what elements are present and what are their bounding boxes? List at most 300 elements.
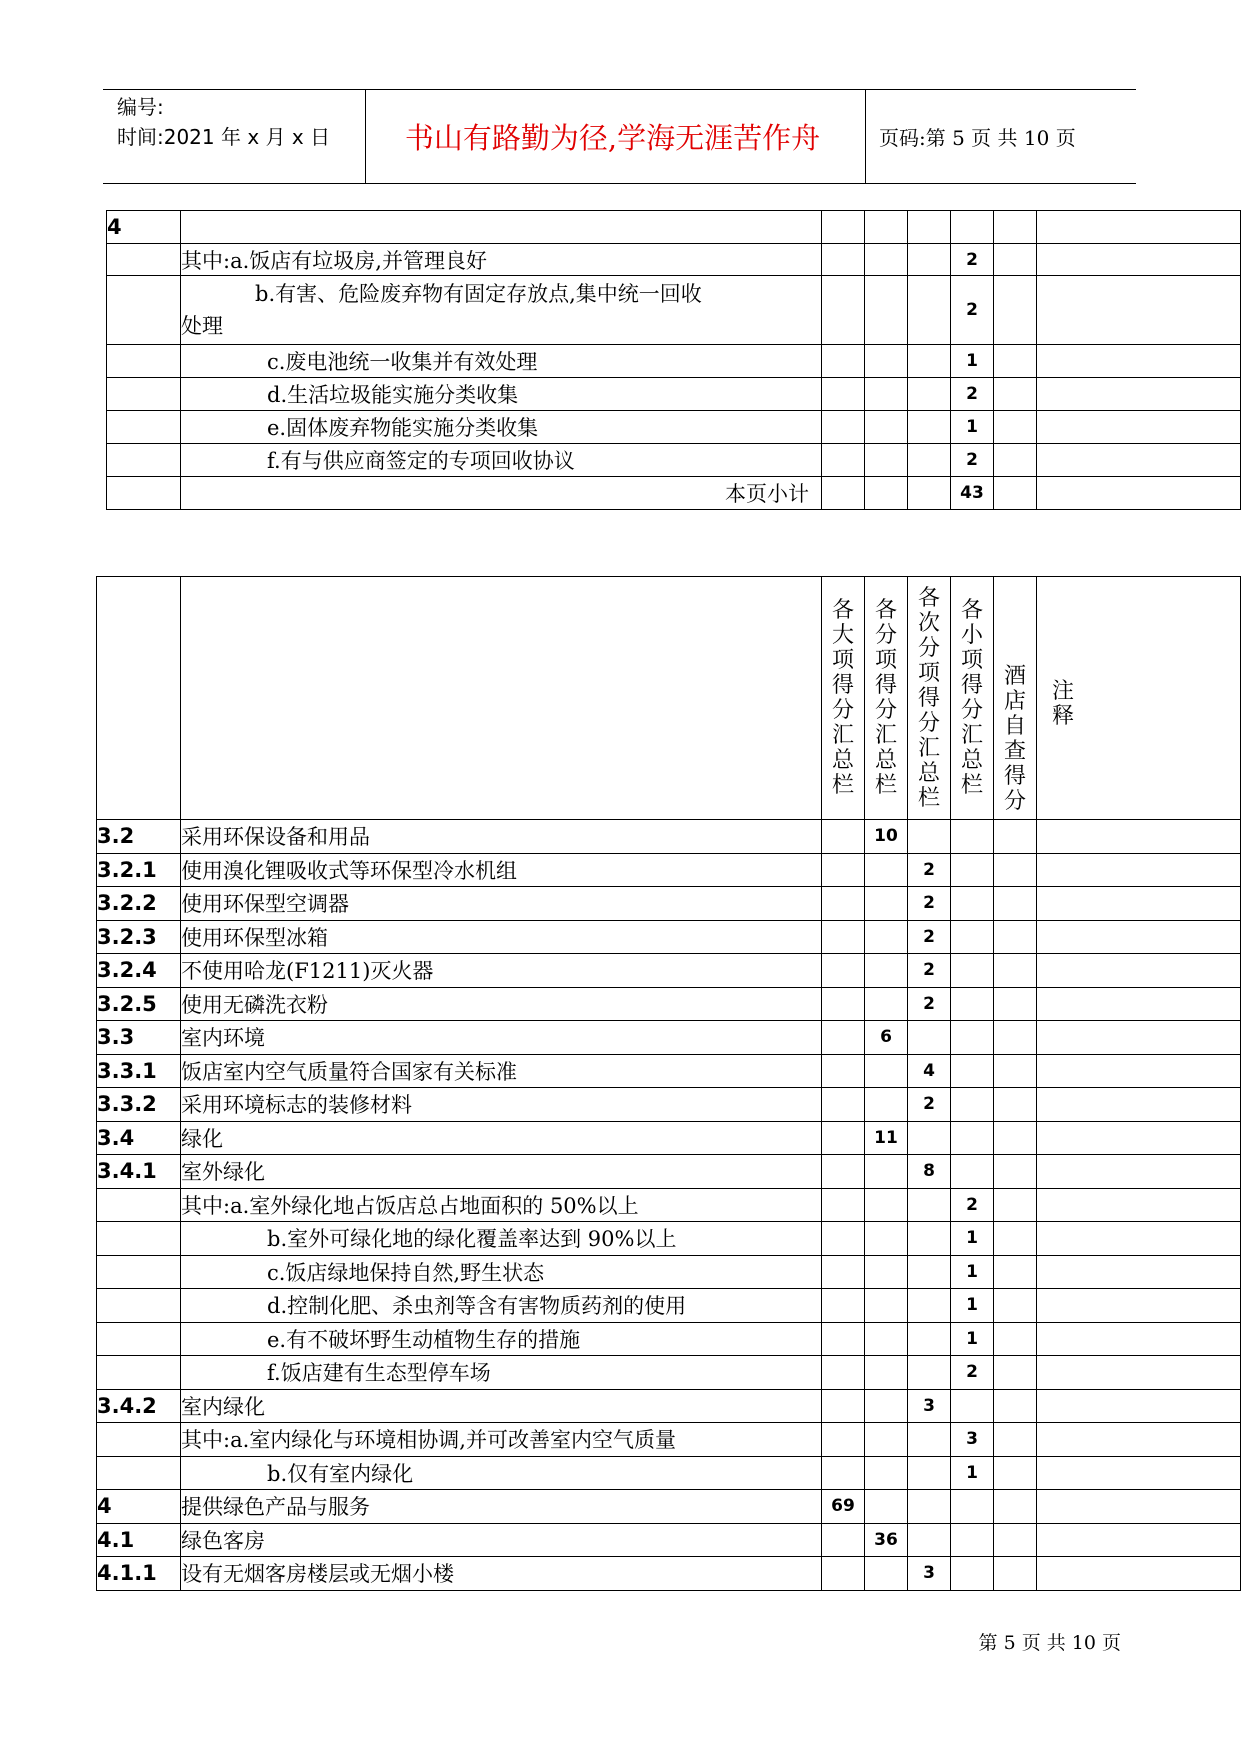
header-cell	[951, 577, 994, 820]
table-row	[97, 1155, 1241, 1189]
score-cell	[951, 1557, 994, 1591]
note-cell	[1037, 477, 1241, 510]
item-text: 室内绿化	[181, 1389, 822, 1423]
page-footer: 第 5 页 共 10 页	[978, 1632, 1121, 1654]
item-code: 3.3	[97, 1021, 181, 1055]
note-cell	[1037, 1155, 1241, 1189]
score-cell	[908, 1423, 951, 1457]
score-cell	[865, 211, 908, 244]
number-label: 编号:	[117, 95, 164, 119]
score-cell	[908, 411, 951, 444]
item-code: 3.2.1	[97, 853, 181, 887]
note-cell	[1037, 1322, 1241, 1356]
table-row	[97, 1523, 1241, 1557]
score-cell	[865, 1389, 908, 1423]
self-check-cell	[994, 1222, 1037, 1256]
subtotal-label: 本页小计	[181, 477, 822, 510]
score-cell	[865, 987, 908, 1021]
item-code	[97, 1456, 181, 1490]
table-row	[97, 1121, 1241, 1155]
subtotal-value: 43	[951, 477, 994, 510]
note-cell	[1037, 1188, 1241, 1222]
note-cell	[1037, 1356, 1241, 1390]
score-cell	[908, 1188, 951, 1222]
score-cell	[865, 477, 908, 510]
score-cell	[822, 820, 865, 854]
score-cell	[822, 1289, 865, 1323]
self-check-cell	[994, 1423, 1037, 1457]
self-check-cell	[994, 1021, 1037, 1055]
item-text: 绿化	[181, 1121, 822, 1155]
score-cell	[908, 820, 951, 854]
score-cell	[822, 954, 865, 988]
score-cell	[908, 378, 951, 411]
score-cell: 2	[908, 853, 951, 887]
self-check-cell	[994, 920, 1037, 954]
score-cell	[822, 444, 865, 477]
table-row	[97, 1423, 1241, 1457]
score-cell	[822, 987, 865, 1021]
score-cell	[822, 345, 865, 378]
header-cell	[1037, 577, 1241, 820]
self-check-cell	[994, 1054, 1037, 1088]
score-cell: 3	[908, 1557, 951, 1591]
score-cell	[822, 1188, 865, 1222]
score-cell: 2	[908, 987, 951, 1021]
item-text: 室内环境	[181, 1021, 822, 1055]
score-cell	[908, 1289, 951, 1323]
note-cell	[1037, 244, 1241, 276]
item-code	[107, 444, 181, 477]
table-row	[97, 1255, 1241, 1289]
column-header: 各小项得分汇总栏	[960, 598, 983, 798]
score-cell	[908, 1255, 951, 1289]
item-code	[107, 411, 181, 444]
item-code	[97, 1255, 181, 1289]
note-cell	[1037, 1021, 1241, 1055]
note-cell	[1037, 1088, 1241, 1122]
self-check-cell	[994, 887, 1037, 921]
table-row	[107, 276, 1241, 345]
score-cell	[865, 920, 908, 954]
document-header	[103, 89, 1136, 184]
table-header-row	[97, 577, 1241, 820]
self-check-cell	[994, 1523, 1037, 1557]
score-cell	[908, 1490, 951, 1524]
item-text	[181, 276, 822, 345]
score-cell	[951, 1155, 994, 1189]
table-row	[97, 1054, 1241, 1088]
score-cell: 2	[951, 1356, 994, 1390]
score-cell	[822, 1054, 865, 1088]
item-code	[107, 276, 181, 345]
score-cell: 2	[908, 1088, 951, 1122]
item-text: 使用无磷洗衣粉	[181, 987, 822, 1021]
item-code	[107, 477, 181, 510]
item-code	[97, 1222, 181, 1256]
note-cell	[1037, 1054, 1241, 1088]
score-cell	[951, 1523, 994, 1557]
score-cell	[865, 1088, 908, 1122]
note-cell	[1037, 1456, 1241, 1490]
score-cell	[951, 1021, 994, 1055]
item-code: 3.2.3	[97, 920, 181, 954]
item-code	[97, 1188, 181, 1222]
item-text: 室外绿化	[181, 1155, 822, 1189]
note-cell	[1037, 211, 1241, 244]
item-code	[97, 1289, 181, 1323]
self-check-cell	[994, 1356, 1037, 1390]
note-cell	[1037, 1557, 1241, 1591]
self-check-cell	[994, 1289, 1037, 1323]
item-text: 设有无烟客房楼层或无烟小楼	[181, 1557, 822, 1591]
score-cell: 1	[951, 345, 994, 378]
score-cell	[822, 1456, 865, 1490]
score-cell	[822, 1423, 865, 1457]
note-cell	[1037, 1423, 1241, 1457]
note-cell	[1037, 920, 1241, 954]
item-code: 3.4.2	[97, 1389, 181, 1423]
item-text: 绿色客房	[181, 1523, 822, 1557]
self-check-cell	[994, 1456, 1037, 1490]
score-cell	[951, 820, 994, 854]
header-cell	[908, 577, 951, 820]
self-check-cell	[994, 477, 1037, 510]
score-cell	[822, 1255, 865, 1289]
self-check-cell	[994, 276, 1037, 345]
item-text: e.有不破坏野生动植物生存的措施	[181, 1322, 822, 1356]
score-cell: 36	[865, 1523, 908, 1557]
note-cell	[1037, 1121, 1241, 1155]
item-text: f.有与供应商签定的专项回收协议	[181, 444, 822, 477]
score-cell	[951, 1490, 994, 1524]
item-text: c.废电池统一收集并有效处理	[181, 345, 822, 378]
score-cell	[908, 1322, 951, 1356]
self-check-cell	[994, 211, 1037, 244]
score-cell: 2	[908, 954, 951, 988]
item-text: e.固体废弃物能实施分类收集	[181, 411, 822, 444]
header-cell	[97, 577, 181, 820]
table-row	[107, 345, 1241, 378]
score-cell: 1	[951, 1322, 994, 1356]
score-cell: 69	[822, 1490, 865, 1524]
column-header: 各分项得分汇总栏	[874, 598, 897, 798]
item-code: 3.3.1	[97, 1054, 181, 1088]
note-cell	[1037, 1389, 1241, 1423]
item-text: f.饭店建有生态型停车场	[181, 1356, 822, 1390]
score-cell: 4	[908, 1054, 951, 1088]
score-cell	[822, 853, 865, 887]
item-text: 不使用哈龙(F1211)灭火器	[181, 954, 822, 988]
table-row	[97, 987, 1241, 1021]
score-cell	[865, 1054, 908, 1088]
score-cell	[908, 1356, 951, 1390]
item-code	[107, 345, 181, 378]
score-cell	[908, 211, 951, 244]
score-cell	[951, 1088, 994, 1122]
score-cell	[865, 1456, 908, 1490]
item-code	[107, 244, 181, 276]
note-cell	[1037, 853, 1241, 887]
score-cell: 1	[951, 1255, 994, 1289]
score-cell	[822, 276, 865, 345]
score-table-continued	[106, 210, 1241, 510]
header-meta	[117, 92, 330, 152]
item-code: 4.1	[97, 1523, 181, 1557]
column-header: 各次分项得分汇总栏	[917, 585, 940, 811]
score-cell: 3	[908, 1389, 951, 1423]
score-cell	[908, 1021, 951, 1055]
score-cell	[822, 1523, 865, 1557]
table-row	[97, 1456, 1241, 1490]
score-cell: 1	[951, 1289, 994, 1323]
subtotal-row	[107, 477, 1241, 510]
item-code: 4	[107, 211, 181, 244]
score-cell	[822, 887, 865, 921]
score-cell	[908, 1456, 951, 1490]
score-cell	[865, 887, 908, 921]
item-code: 3.4.1	[97, 1155, 181, 1189]
item-code: 3.2.2	[97, 887, 181, 921]
score-cell	[822, 211, 865, 244]
item-text-line: 处理	[181, 314, 223, 338]
score-cell	[822, 1557, 865, 1591]
score-cell	[865, 244, 908, 276]
score-cell: 2	[951, 244, 994, 276]
self-check-cell	[994, 1389, 1037, 1423]
score-cell	[865, 853, 908, 887]
score-cell	[822, 1021, 865, 1055]
score-cell: 2	[908, 920, 951, 954]
score-cell	[865, 411, 908, 444]
self-check-cell	[994, 1255, 1037, 1289]
score-cell: 2	[951, 444, 994, 477]
self-check-cell	[994, 1155, 1037, 1189]
score-cell	[951, 1121, 994, 1155]
item-text: 其中:a.室内绿化与环境相协调,并可改善室内空气质量	[181, 1423, 822, 1457]
header-page-label: 页码:第 5 页 共 10 页	[879, 126, 1076, 150]
item-code: 3.2.5	[97, 987, 181, 1021]
table-row	[97, 1222, 1241, 1256]
self-check-cell	[994, 411, 1037, 444]
score-cell	[822, 920, 865, 954]
note-cell	[1037, 820, 1241, 854]
item-code	[97, 1322, 181, 1356]
item-code: 3.3.2	[97, 1088, 181, 1122]
score-cell	[865, 1557, 908, 1591]
table-row	[97, 1356, 1241, 1390]
score-cell	[865, 1423, 908, 1457]
table-row	[97, 954, 1241, 988]
table-row	[107, 378, 1241, 411]
score-cell	[908, 444, 951, 477]
table-row	[97, 1389, 1241, 1423]
item-code: 3.2	[97, 820, 181, 854]
note-cell	[1037, 1490, 1241, 1524]
score-cell	[865, 1255, 908, 1289]
note-cell	[1037, 987, 1241, 1021]
item-text: 其中:a.饭店有垃圾房,并管理良好	[181, 244, 822, 276]
score-cell	[908, 477, 951, 510]
score-cell	[908, 1523, 951, 1557]
item-text: 使用环保型冰箱	[181, 920, 822, 954]
note-cell	[1037, 1222, 1241, 1256]
note-cell	[1037, 345, 1241, 378]
score-cell	[822, 1155, 865, 1189]
self-check-cell	[994, 853, 1037, 887]
score-cell: 8	[908, 1155, 951, 1189]
note-cell	[1037, 444, 1241, 477]
score-cell	[951, 853, 994, 887]
item-code	[97, 1356, 181, 1390]
note-cell	[1037, 1523, 1241, 1557]
self-check-cell	[994, 987, 1037, 1021]
score-cell	[865, 1490, 908, 1524]
item-code: 3.2.4	[97, 954, 181, 988]
self-check-cell	[994, 244, 1037, 276]
score-cell: 2	[951, 1188, 994, 1222]
score-cell	[865, 345, 908, 378]
item-text-line: b.有害、危险废弃物有固定存放点,集中统一回收	[255, 282, 702, 306]
self-check-cell	[994, 345, 1037, 378]
header-cell	[181, 577, 822, 820]
table-row	[107, 411, 1241, 444]
score-cell	[865, 276, 908, 345]
score-cell: 3	[951, 1423, 994, 1457]
item-text: 使用环保型空调器	[181, 887, 822, 921]
score-cell	[865, 1289, 908, 1323]
score-cell: 2	[951, 378, 994, 411]
score-cell: 1	[951, 1456, 994, 1490]
score-table	[96, 576, 1241, 1591]
table-row	[97, 1289, 1241, 1323]
item-code	[97, 1423, 181, 1457]
score-cell: 1	[951, 411, 994, 444]
score-cell	[822, 411, 865, 444]
table-row	[97, 1188, 1241, 1222]
score-cell	[865, 954, 908, 988]
score-cell: 10	[865, 820, 908, 854]
self-check-cell	[994, 444, 1037, 477]
item-text: 饭店室内空气质量符合国家有关标准	[181, 1054, 822, 1088]
item-text: 使用溴化锂吸收式等环保型冷水机组	[181, 853, 822, 887]
table-row	[97, 1088, 1241, 1122]
score-cell	[865, 1222, 908, 1256]
item-text: b.仅有室内绿化	[181, 1456, 822, 1490]
column-header: 酒店自查得分	[1003, 664, 1026, 814]
score-cell	[822, 1389, 865, 1423]
score-cell: 6	[865, 1021, 908, 1055]
score-cell	[951, 954, 994, 988]
score-cell	[908, 345, 951, 378]
score-cell	[822, 1356, 865, 1390]
self-check-cell	[994, 1557, 1037, 1591]
score-cell	[822, 477, 865, 510]
score-cell	[822, 378, 865, 411]
score-cell	[908, 1121, 951, 1155]
table-row	[97, 1557, 1241, 1591]
note-cell	[1037, 378, 1241, 411]
self-check-cell	[994, 378, 1037, 411]
note-cell	[1037, 411, 1241, 444]
score-cell: 2	[908, 887, 951, 921]
score-cell: 11	[865, 1121, 908, 1155]
score-cell	[822, 1088, 865, 1122]
score-cell	[865, 1322, 908, 1356]
header-cell	[865, 577, 908, 820]
score-cell: 2	[951, 276, 994, 345]
self-check-cell	[994, 954, 1037, 988]
self-check-cell	[994, 1188, 1037, 1222]
score-cell	[908, 276, 951, 345]
item-text	[181, 211, 822, 244]
table-row	[97, 1490, 1241, 1524]
score-cell	[822, 1222, 865, 1256]
item-text: 其中:a.室外绿化地占饭店总占地面积的 50%以上	[181, 1188, 822, 1222]
table-row	[97, 853, 1241, 887]
score-cell	[951, 1389, 994, 1423]
note-cell	[1037, 954, 1241, 988]
score-cell	[865, 1356, 908, 1390]
score-cell	[865, 1188, 908, 1222]
item-code: 4	[97, 1490, 181, 1524]
table-row	[97, 1021, 1241, 1055]
table-row	[97, 887, 1241, 921]
item-text: 采用环境标志的装修材料	[181, 1088, 822, 1122]
time-label: 时间:2021 年 x 月 x 日	[117, 125, 331, 149]
item-text: 提供绿色产品与服务	[181, 1490, 822, 1524]
header-cell	[994, 577, 1037, 820]
score-cell	[951, 920, 994, 954]
table-row	[97, 1322, 1241, 1356]
self-check-cell	[994, 1088, 1037, 1122]
item-text: b.室外可绿化地的绿化覆盖率达到 90%以上	[181, 1222, 822, 1256]
item-text: c.饭店绿地保持自然,野生状态	[181, 1255, 822, 1289]
score-cell	[865, 444, 908, 477]
table-row	[107, 244, 1241, 276]
score-cell	[865, 1155, 908, 1189]
note-cell	[1037, 276, 1241, 345]
item-text: d.控制化肥、杀虫剂等含有害物质药剂的使用	[181, 1289, 822, 1323]
self-check-cell	[994, 1121, 1037, 1155]
item-code	[107, 378, 181, 411]
score-cell	[822, 1322, 865, 1356]
score-cell	[951, 887, 994, 921]
table-row	[107, 211, 1241, 244]
score-cell	[822, 244, 865, 276]
item-code: 4.1.1	[97, 1557, 181, 1591]
score-cell	[822, 1121, 865, 1155]
item-code: 3.4	[97, 1121, 181, 1155]
score-cell: 1	[951, 1222, 994, 1256]
item-text: d.生活垃圾能实施分类收集	[181, 378, 822, 411]
table-row	[97, 920, 1241, 954]
header-slogan: 书山有路勤为径,学海无涯苦作舟	[404, 121, 821, 155]
score-cell	[908, 1222, 951, 1256]
table-row	[107, 444, 1241, 477]
column-header: 注释	[1051, 679, 1074, 729]
score-cell	[951, 211, 994, 244]
self-check-cell	[994, 820, 1037, 854]
note-cell	[1037, 1289, 1241, 1323]
column-header: 各大项得分汇总栏	[831, 598, 854, 798]
item-text: 采用环保设备和用品	[181, 820, 822, 854]
self-check-cell	[994, 1322, 1037, 1356]
score-cell	[951, 987, 994, 1021]
score-cell	[865, 378, 908, 411]
note-cell	[1037, 1255, 1241, 1289]
table-row	[97, 820, 1241, 854]
